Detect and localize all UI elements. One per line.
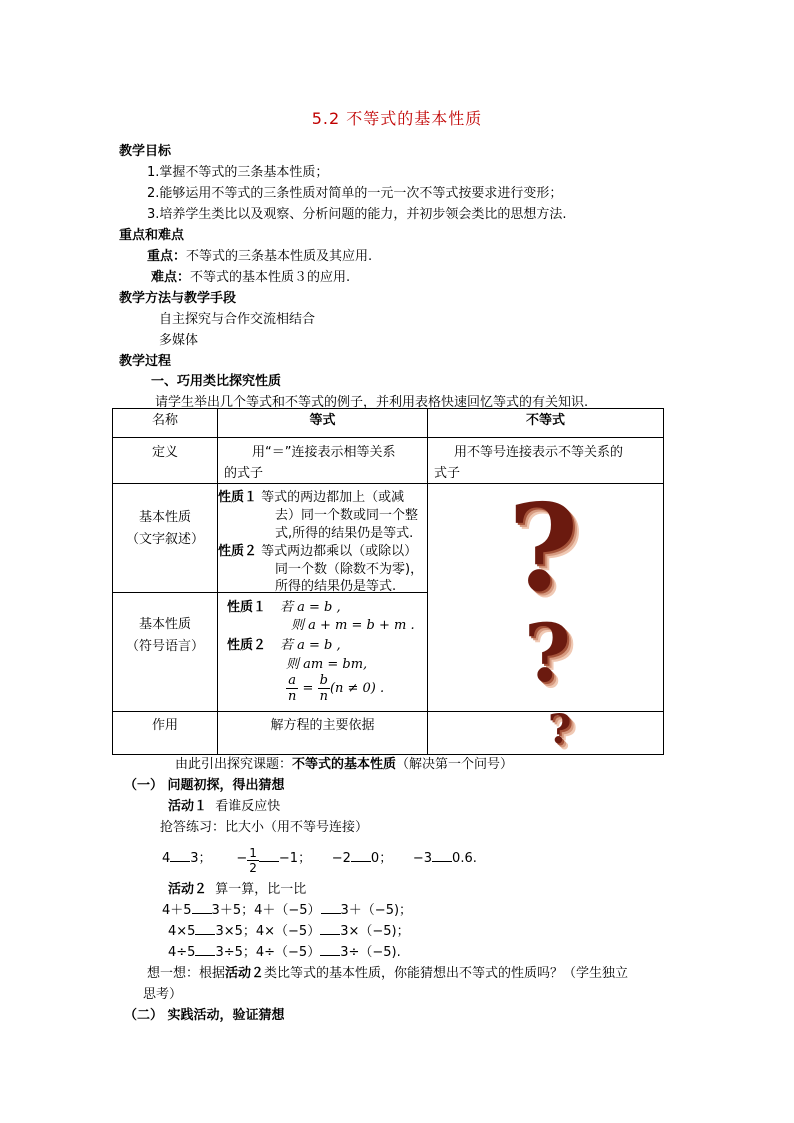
topic-title: 不等式的基本性质 bbox=[292, 757, 397, 772]
compare-exercises: 4 3； − $\frac{1}{2}$ −1； −2 0； −3 0.6. bbox=[162, 846, 477, 875]
comparison-table bbox=[112, 408, 664, 755]
cell-basic-text-eq: 性质１ 等式的两边都加上（或减 去）同一个数或同一个整 式,所得的结果仍是等式. 性质２ 等式两边都乘以（或除以） 同一个数（除数不为零)， 所得的结果仍是等式. bbox=[218, 484, 428, 593]
heading-keypoints: 重点和难点 bbox=[119, 228, 185, 243]
method-item-1: 自主探究与合作交流相结合 bbox=[159, 312, 316, 327]
difficult-point bbox=[151, 266, 350, 285]
cell-def-label: 定义 bbox=[113, 438, 218, 484]
calc-row-2: 4×5 3×5；4×（−5） 3×（−5)； bbox=[168, 920, 410, 939]
activity2-line: 活动２ 算一算，比一比 bbox=[168, 882, 307, 897]
cell-use-ineq bbox=[428, 706, 664, 755]
p2-label: 性质２ bbox=[218, 544, 258, 559]
stage2-heading: （二） 实践活动，验证猜想 bbox=[124, 1008, 285, 1023]
stage1-heading: （一） 问题初探，得出猜想 bbox=[124, 778, 285, 793]
s1-label: 性质１ bbox=[227, 600, 267, 615]
think-line-1: 想一想：根据活动２类比等式的基本性质，你能猜想出不等式的性质吗？（学生独立 bbox=[147, 966, 629, 981]
header-inequality: 不等式 bbox=[428, 409, 664, 438]
question-mark-medium: ? bbox=[524, 606, 571, 700]
s2-fraction-formula: $\frac{a}{n}$ = $\frac{b}{n}$ (n ≠ 0) . bbox=[288, 673, 385, 704]
think-line-2: 思考） bbox=[143, 987, 183, 1002]
heading-goals: 教学目标 bbox=[119, 144, 172, 159]
calc-row-1: 4＋5 3＋5；4＋（−5） 3＋（−5)； bbox=[162, 899, 412, 918]
table-header-row bbox=[113, 409, 664, 438]
key-text: 不等式的三条基本性质及其应用. bbox=[186, 249, 373, 264]
key-label: 重点： bbox=[147, 249, 187, 264]
table-row-use bbox=[113, 712, 664, 755]
cell-def-ineq: 用不等号连接表示不等关系的 式子 bbox=[428, 438, 664, 484]
cell-use-label: 作用 bbox=[113, 712, 218, 755]
diff-text: 不等式的基本性质３的应用. bbox=[190, 270, 351, 285]
question-mark-small: ? bbox=[548, 706, 572, 753]
header-equation: 等式 bbox=[218, 409, 428, 438]
calc-row-3: 4÷5 3÷5；4÷（−5） 3÷（−5). bbox=[168, 941, 401, 960]
activity1-line: 活动１ 看谁反应快 bbox=[168, 799, 281, 814]
cell-use-eq: 解方程的主要依据 bbox=[218, 712, 428, 755]
header-name: 名称 bbox=[113, 409, 218, 438]
key-point bbox=[147, 245, 372, 264]
activity1-label: 活动１ bbox=[168, 799, 208, 814]
diff-label: 难点： bbox=[151, 270, 191, 285]
heading-methods: 教学方法与教学手段 bbox=[119, 291, 237, 306]
question-mark-large: ? bbox=[508, 478, 579, 619]
part1-heading: 一、巧用类比探究性质 bbox=[151, 374, 282, 389]
goal-item-2: 2.能够运用不等式的三条性质对简单的一元一次不等式按要求进行变形； bbox=[147, 186, 563, 201]
activity2-label: 活动２ bbox=[168, 882, 208, 897]
table-row-basic-text bbox=[113, 484, 664, 593]
cell-basic-text-label: 基本性质 （文字叙述） bbox=[113, 484, 218, 593]
goal-item-1: 1.掌握不等式的三条基本性质； bbox=[147, 165, 329, 180]
part1-intro: 请学生举出几个等式和不等式的例子，并利用表格快速回忆等式的有关知识. bbox=[155, 395, 589, 410]
goal-item-3: 3.培养学生类比以及观察、分析问题的能力，并初步领会类比的思想方法. bbox=[147, 207, 567, 222]
table-row-definition bbox=[113, 438, 664, 484]
p1-label: 性质１ bbox=[218, 490, 258, 505]
cell-def-eq: 用“＝”连接表示相等关系 的式子 bbox=[218, 438, 428, 484]
activity1-task: 抢答练习：比大小（用不等号连接） bbox=[160, 820, 369, 835]
topic-intro: 由此引出探究课题：不等式的基本性质（解决第一个问号） bbox=[175, 757, 514, 772]
page-title: 5.2 不等式的基本性质 bbox=[311, 109, 483, 128]
cell-basic-sym-eq: 性质１ 若 a = b , 则 a + m = b + m . 性质２ 若 a = b , 则 am = bm, $\frac{a}{n}$ = $\frac{b}{n}$ (n ≠ 0) . bbox=[218, 593, 428, 712]
cell-basic-sym-label: 基本性质 （符号语言） bbox=[113, 593, 218, 712]
s2-label: 性质２ bbox=[227, 638, 267, 653]
heading-process: 教学过程 bbox=[119, 354, 172, 369]
cell-basic-ineq bbox=[428, 478, 664, 712]
method-item-2: 多媒体 bbox=[159, 333, 199, 348]
